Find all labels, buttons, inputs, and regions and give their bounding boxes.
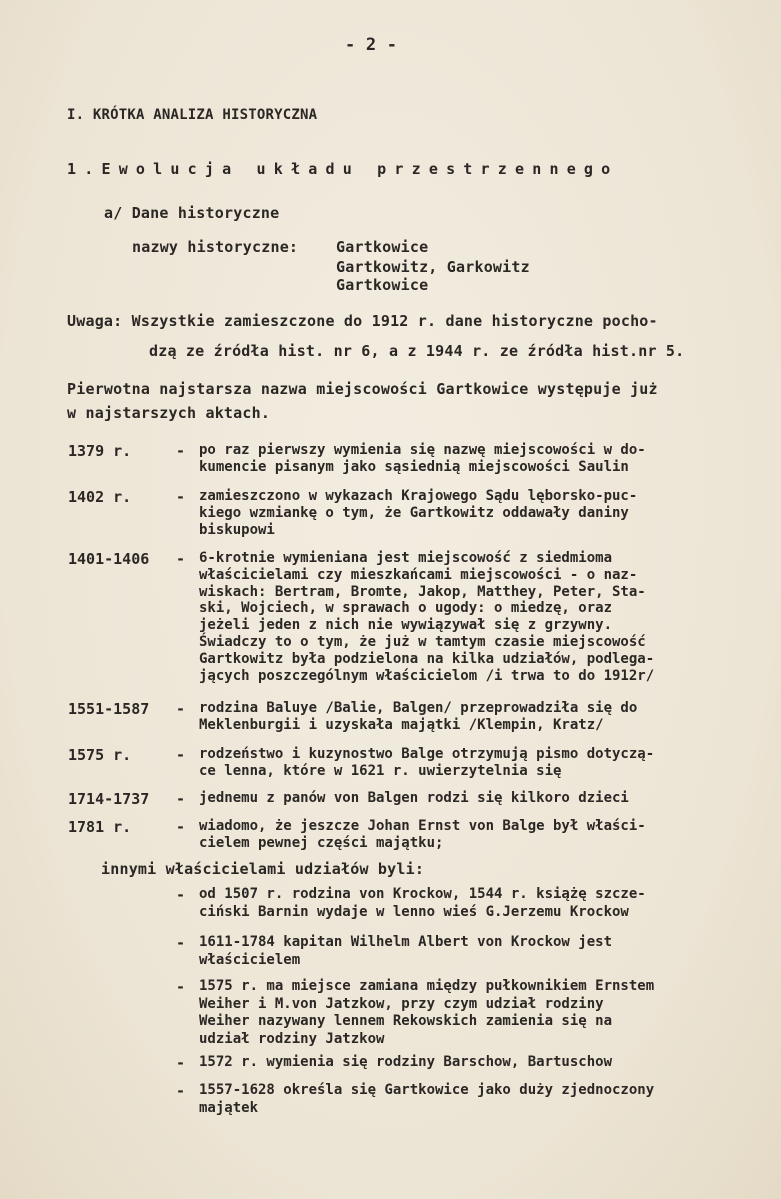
historical-names-label: nazwy historyczne: [132,238,299,256]
entry-text-line: kumencie pisanym jako sąsiednią miejscowości Saulin [199,458,629,475]
entry-text-line: biskupowi [199,521,275,538]
entry-text-line: ski, Wojciech, w sprawach o ugody: o miedzę, oraz [199,600,613,617]
subsection-title: 1.Ewolucja układu przestrzennego [67,160,619,178]
entry-text-line: jących poszczególnym właścicielom /i trwa to do 1912r/ [199,667,655,684]
owner-text-line: 1557-1628 określa się Gartkowice jako duży zjednoczony [199,1082,655,1098]
owner-text-line: udział rodziny Jatzkow [199,1030,385,1047]
entry-date: 1401-1406 [68,550,150,568]
entry-text-line: ce lenna, które w 1621 r. uwierzytelnia się [199,762,562,779]
historical-name: Gartkowice [336,238,429,256]
intro-line: w najstarszych aktach. [67,404,271,422]
entry-text-line: Meklenburgii i uzyskała majątki /Klempin, Kratz/ [199,716,604,733]
owner-bullet-dash: - [176,886,186,904]
entry-dash: - [176,442,186,460]
note-line: dzą ze źródła hist. nr 6, a z 1944 r. ze źródła hist.nr 5. [149,342,685,360]
owner-text-line: ciński Barnin wydaje w lenno wieś G.Jerzemu Krockow [199,903,629,920]
owner-bullet-dash: - [176,1054,186,1072]
entry-date: 1402 r. [68,488,132,506]
owner-bullet-dash: - [176,1082,186,1100]
owner-text-line: 1575 r. ma miejsce zamiana między pułkownikiem Ernstem [199,978,655,994]
entry-date: 1379 r. [68,442,132,460]
entry-date: 1551-1587 [68,700,150,718]
entry-dash: - [176,818,186,836]
historical-name: Gartkowitz, Garkowitz [336,258,530,276]
owner-text-line: Weiher nazywany lennem Rekowskich zamienia się na [199,1013,613,1029]
owner-text-line: 1572 r. wymienia się rodziny Barschow, Bartuschow [199,1054,613,1070]
owner-text-line: Weiher i M.von Jatzkow, przy czym udział rodziny [199,995,604,1012]
owner-bullet-dash: - [176,934,186,952]
owner-bullet-dash: - [176,978,186,996]
entry-dash: - [176,550,186,568]
entry-date: 1714-1737 [68,790,150,808]
entry-dash: - [176,488,186,506]
intro-line: Pierwotna najstarsza nazwa miejscowości Gartkowice występuje już [67,380,658,398]
entry-text-line: 6-krotnie wymieniana jest miejscowość z siedmioma [199,550,613,566]
entry-dash: - [176,700,186,718]
historical-name: Gartkowice [336,276,429,294]
entry-text-line: cielem pewnej części majątku; [199,834,444,851]
entry-text-line: rodzina Baluye /Balie, Balgen/ przeprowadziła się do [199,700,638,716]
entry-text-line: rodzeństwo i kuzynostwo Balge otrzymują pismo dotyczą- [199,746,655,762]
owner-text-line: 1611-1784 kapitan Wilhelm Albert von Krockow jest [199,934,613,950]
subsubsection-title: a/ Dane historyczne [104,204,280,222]
entry-text-line: wiskach: Bertram, Bromte, Jakop, Matthey, Peter, Sta- [199,583,646,600]
entry-text-line: jednemu z panów von Balgen rodzi się kilkoro dzieci [199,790,629,806]
entry-text-line: po raz pierwszy wymienia się nazwę miejscowości w do- [199,442,646,458]
entry-text-line: właścicielami czy mieszkańcami miejscowości - o naz- [199,566,638,583]
section-title: I. KRÓTKA ANALIZA HISTORYCZNA [67,107,318,123]
entry-date: 1575 r. [68,746,132,764]
entry-dash: - [176,746,186,764]
entry-text-line: Gartkowitz była podzielona na kilka udziałów, podlega- [199,650,655,667]
entry-text-line: Świadczy to o tym, że już w tamtym czasie miejscowość [199,634,646,650]
entry-text-line: wiadomo, że jeszcze Johan Ernst von Balge był właści- [199,818,646,834]
entry-dash: - [176,790,186,808]
entry-text-line: jeżeli jeden z nich nie wywiązywał się z grzywny. [199,617,613,634]
note-line: Uwaga: Wszystkie zamieszczone do 1912 r. dane historyczne pocho- [67,312,658,330]
entry-date: 1781 r. [68,818,132,836]
owner-text-line: właścicielem [199,951,301,968]
owner-text-line: majątek [199,1099,259,1116]
entry-text-line: kiego wzmiankę o tym, że Gartkowitz oddawały daniny [199,504,629,521]
others-label: innymi właścicielami udziałów byli: [101,860,425,878]
page-number: - 2 - [345,35,398,55]
owner-text-line: od 1507 r. rodzina von Krockow, 1544 r. książę szcze- [199,886,646,902]
entry-text-line: zamieszczono w wykazach Krajowego Sądu lęborsko-puc- [199,488,638,504]
